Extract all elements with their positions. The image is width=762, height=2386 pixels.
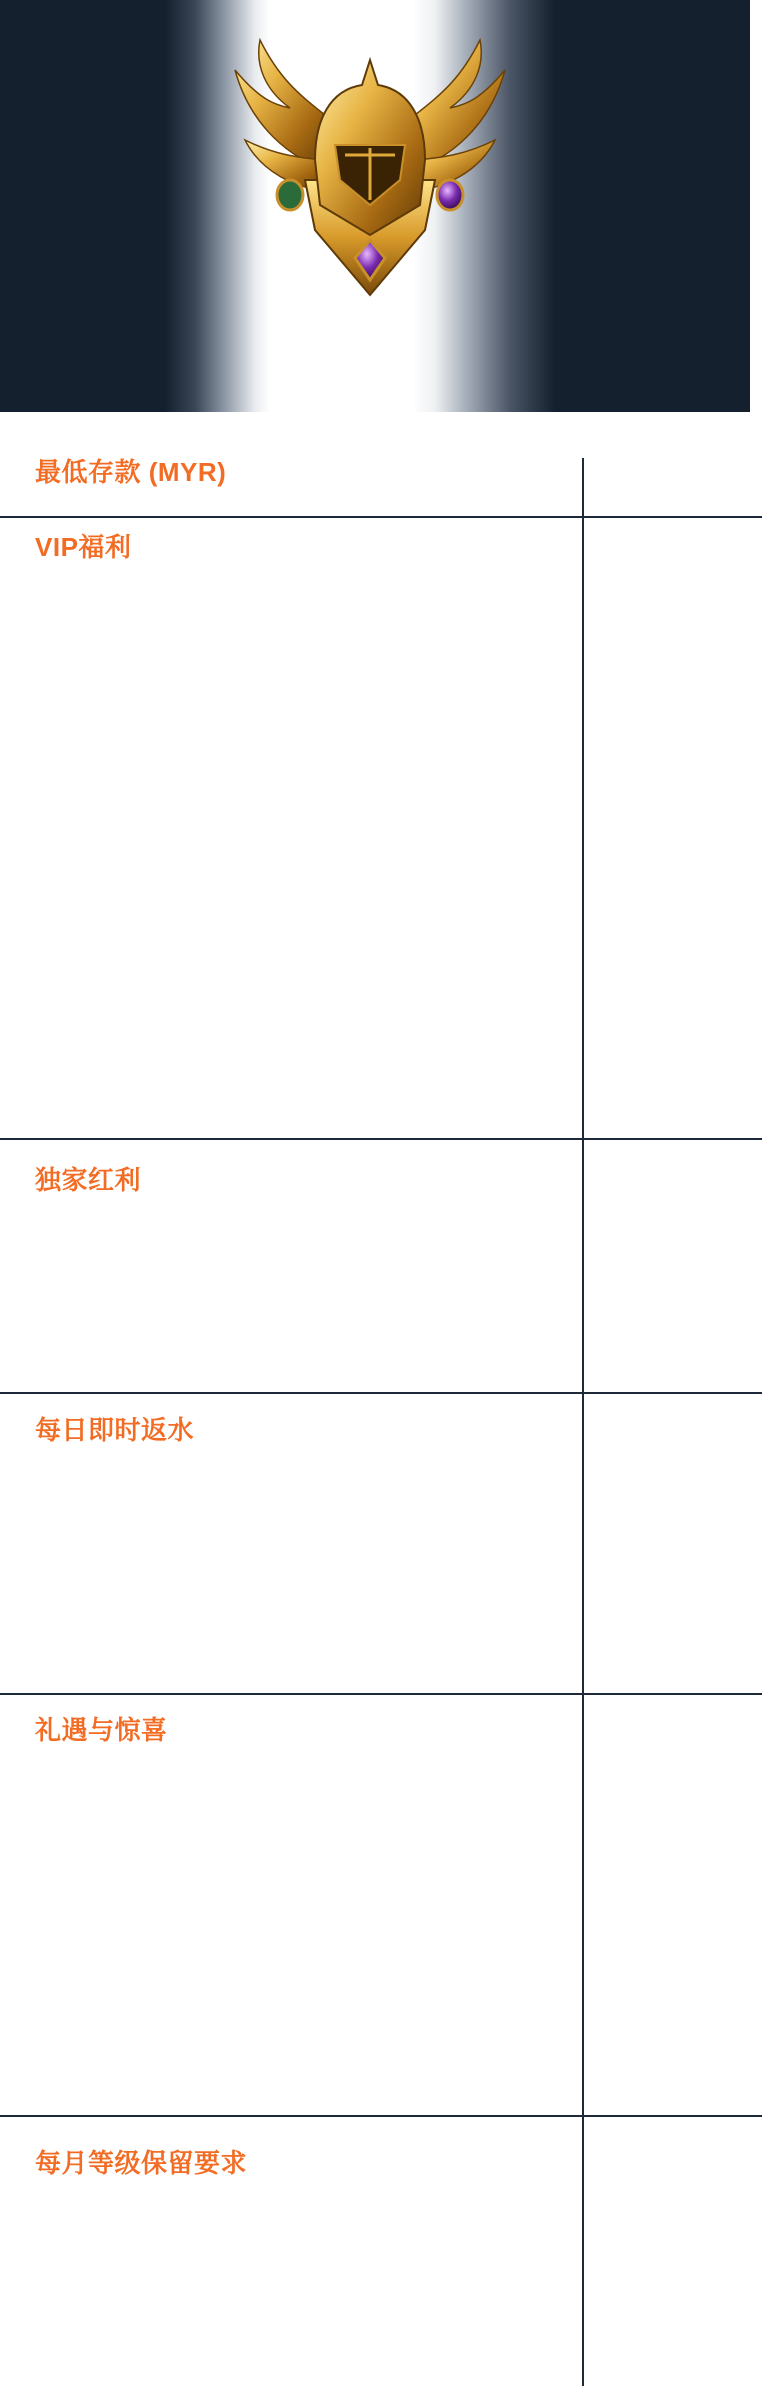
row-divider — [0, 516, 762, 518]
row-label-gifts-surprises: 礼遇与惊喜 — [35, 1715, 168, 1745]
vip-hero-banner — [0, 0, 750, 412]
row-label-daily-rebate: 每日即时返水 — [35, 1415, 195, 1445]
golden-knight-helmet-wings-icon — [220, 30, 520, 310]
row-label-vip-benefits: VIP福利 — [35, 532, 132, 562]
row-divider — [0, 1392, 762, 1394]
row-label-min-deposit: 最低存款 (MYR) — [35, 457, 227, 487]
column-divider — [582, 458, 584, 2386]
row-label-exclusive-bonus: 独家红利 — [35, 1165, 142, 1195]
vip-comparison-table — [0, 412, 762, 2386]
row-divider — [0, 1138, 762, 1140]
row-label-monthly-retention: 每月等级保留要求 — [35, 2148, 248, 2178]
row-divider — [0, 1693, 762, 1695]
row-divider — [0, 2115, 762, 2117]
